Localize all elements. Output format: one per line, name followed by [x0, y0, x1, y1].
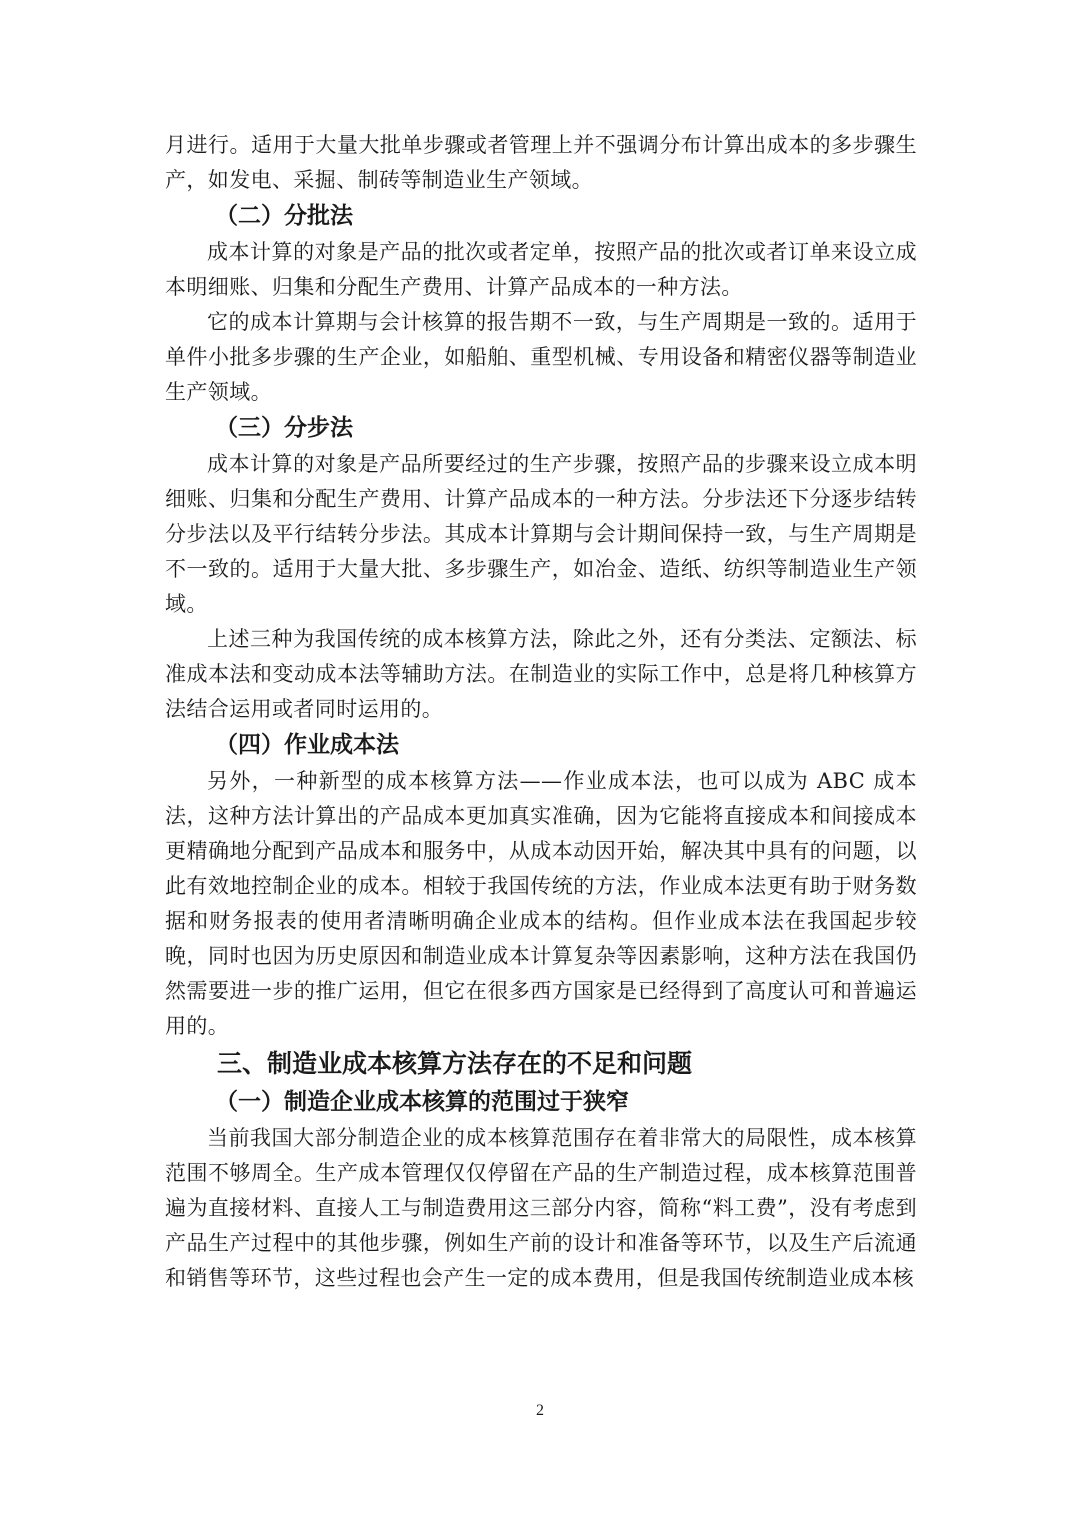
paragraph-abc-description: 另外，一种新型的成本核算方法——作业成本法，也可以成为 ABC 成本法，这种方法计算出的产品成本更加真实准确，因为它能将直接成本和间接成本更精确地分配到产品成本和服务中，从成本动因开始，解决其中具有的问题，以此有效地控制企业的成本。相较于我国传统的方法，作业成本法更有助于财务数据和财务报表的使用者清晰明确企业成本的结构。但作业成本法在我国起步较晚，同时也因为历史原因和制造业成本计算复杂等因素影响，这种方法在我国仍然需要进一步的推广运用，但它在很多西方国家是已经得到了高度认可和普遍运用的。 [165, 769, 917, 1038]
paragraph-traditional-methods: 上述三种为我国传统的成本核算方法，除此之外，还有分类法、定额法、标准成本法和变动成本法等辅助方法。在制造业的实际工作中，总是将几种核算方法结合运用或者同时运用的。 [165, 627, 917, 721]
heading-step-method: （三）分步法 [215, 415, 353, 441]
page-content [165, 128, 917, 1296]
paragraph-scope-description: 当前我国大部分制造企业的成本核算范围存在着非常大的局限性，成本核算范围不够周全。生产成本管理仅仅停留在产品的生产制造过程，成本核算范围普遍为直接材料、直接人工与制造费用这三部分内容，简称“料工费”，没有考虑到产品生产过程中的其他步骤，例如生产前的设计和准备等环节，以及生产后流通和销售等环节，这些过程也会产生一定的成本费用，但是我国传统制造业成本核 [165, 1126, 917, 1290]
paragraph-continued: 月进行。适用于大量大批单步骤或者管理上并不强调分布计算出成本的多步骤生产，如发电、采掘、制砖等制造业生产领域。 [165, 133, 917, 192]
paragraph-batch-period: 它的成本计算期与会计核算的报告期不一致，与生产周期是一致的。适用于单件小批多步骤的生产企业，如船舶、重型机械、专用设备和精密仪器等制造业生产领域。 [165, 310, 917, 404]
heading-abc-method: （四）作业成本法 [215, 732, 399, 758]
heading-batch-method: （二）分批法 [215, 203, 353, 229]
section-heading-3: 三、制造业成本核算方法存在的不足和问题 [217, 1049, 693, 1078]
page-number: 2 [536, 1402, 544, 1419]
paragraph-step-definition: 成本计算的对象是产品所要经过的生产步骤，按照产品的步骤来设立成本明细账、归集和分配生产费用、计算产品成本的一种方法。分步法还下分逐步结转分步法以及平行结转分步法。其成本计算期与会计期间保持一致，与生产周期是不一致的。适用于大量大批、多步骤生产，如冶金、造纸、纺织等制造业生产领域。 [165, 452, 917, 616]
heading-scope-narrow: （一）制造企业成本核算的范围过于狭窄 [215, 1089, 629, 1115]
paragraph-batch-definition: 成本计算的对象是产品的批次或者定单，按照产品的批次或者订单来设立成本明细账、归集和分配生产费用、计算产品成本的一种方法。 [165, 240, 917, 299]
